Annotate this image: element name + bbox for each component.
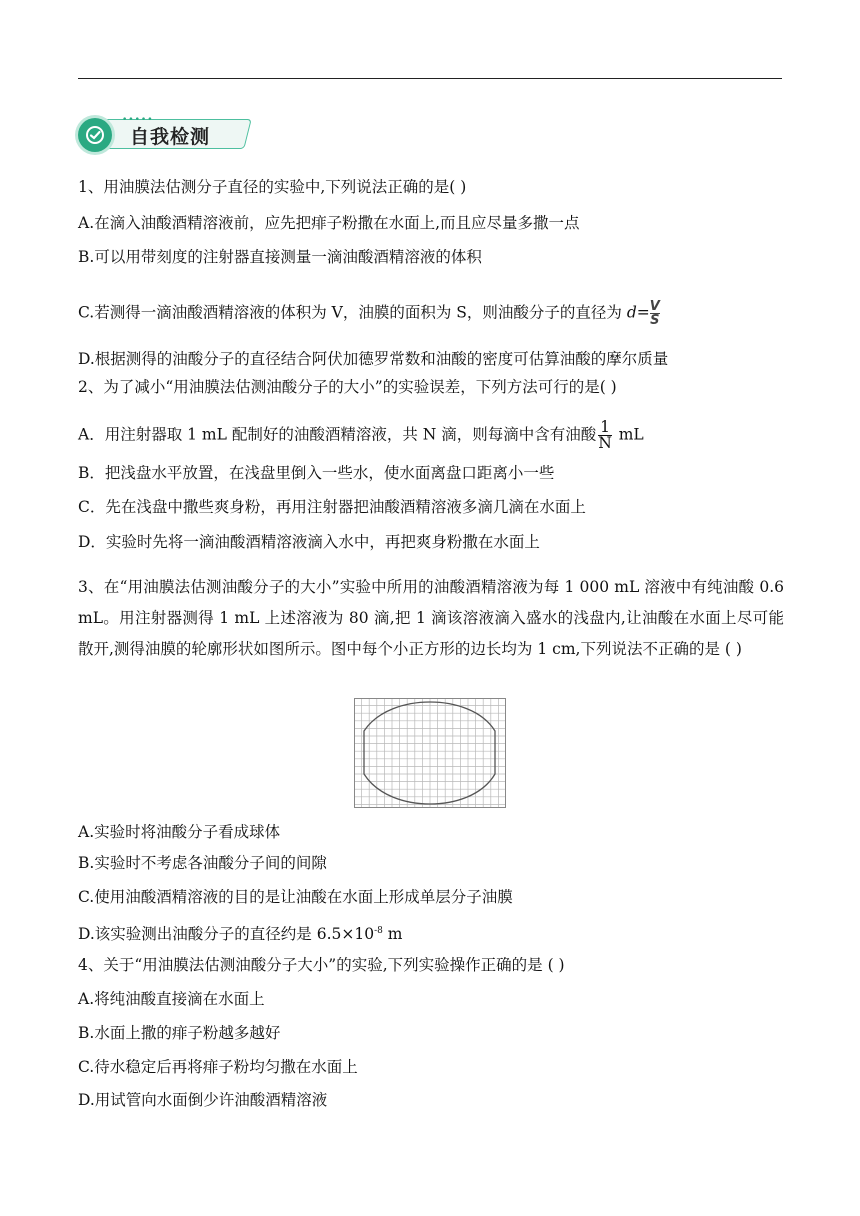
q2-option-a-text: A．用注射器取 1 mL 配制好的油酸酒精溶液，共 N 滴，则每滴中含有油酸: [78, 425, 597, 444]
q1-var-d: d: [626, 303, 637, 322]
section-badge: [78, 114, 248, 154]
header-rule: [78, 78, 782, 79]
q1-option-b: B.可以用带刻度的注射器直接测量一滴油酸酒精溶液的体积: [78, 248, 482, 266]
q1-stem: 1、用油膜法估测分子直径的实验中,下列说法正确的是( ): [78, 178, 467, 196]
q2-fraction-den: N: [598, 434, 612, 452]
q2-option-a: [78, 420, 644, 451]
q4-option-b: B.水面上撒的痱子粉越多越好: [78, 1024, 281, 1042]
badge-dots: •••••: [122, 115, 154, 125]
q1-equals: =: [636, 303, 650, 322]
q2-fraction: [598, 420, 612, 451]
q4-stem: 4、关于“用油膜法估测油酸分子大小”的实验,下列实验操作正确的是 ( ): [78, 956, 565, 974]
q1-fraction-den: S: [650, 313, 660, 328]
grid-diagram: [354, 698, 506, 808]
q3-unit: m: [382, 925, 403, 944]
q2-option-d: D．实验时先将一滴油酸酒精溶液滴入水中，再把爽身粉撒在水面上: [78, 533, 540, 551]
q4-option-a: A.将纯油酸直接滴在水面上: [78, 990, 265, 1008]
q2-option-b: B．把浅盘水平放置，在浅盘里倒入一些水，使水面离盘口距离小一些: [78, 464, 555, 482]
q3-option-a: A.实验时将油酸分子看成球体: [78, 823, 281, 841]
q4-option-d: D.用试管向水面倒少许油酸酒精溶液: [78, 1091, 328, 1109]
q3-exponent: -8: [374, 926, 383, 936]
q3-option-c: C.使用油酸酒精溶液的目的是让油酸在水面上形成单层分子油膜: [78, 888, 513, 906]
q1-option-a: A.在滴入油酸酒精溶液前，应先把痱子粉撒在水面上,而且应尽量多撒一点: [78, 214, 580, 232]
section-title: 自我检测: [130, 126, 211, 148]
q3-option-d-text: D.该实验测出油酸分子的直径约是 6.5×10: [78, 925, 375, 944]
q1-option-d: D.根据测得的油酸分子的直径结合阿伏加德罗常数和油酸的密度可估算油酸的摩尔质量: [78, 350, 669, 368]
q3-option-b: B.实验时不考虑各油酸分子间的间隙: [78, 854, 327, 872]
q1-option-c: [78, 300, 660, 327]
q1-fraction-num: V: [649, 299, 660, 314]
q4-option-c: C.待水稳定后再将痱子粉均匀撒在水面上: [78, 1058, 358, 1076]
q3-option-d: [78, 921, 403, 944]
q2-stem: 2、为了减小“用油膜法估测油酸分子的大小”的实验误差，下列方法可行的是( ): [78, 378, 617, 396]
q1-option-c-text: C.若测得一滴油酸酒精溶液的体积为 V，油膜的面积为 S，则油酸分子的直径为: [78, 303, 627, 322]
q2-fraction-num: 1: [600, 418, 610, 436]
q2-option-c: C．先在浅盘中撒些爽身粉，再用注射器把油酸酒精溶液多滴几滴在水面上: [78, 498, 586, 516]
check-icon: [78, 118, 112, 152]
oil-film-grid-figure: [354, 698, 506, 808]
q3-stem: 3、在“用油膜法估测油酸分子的大小”实验中所用的油酸酒精溶液为每 1 000 mL 溶液中有纯油酸 0.6 mL。用注射器测得 1 mL 上述溶液为 80 滴,把 1 滴该溶液滴入盛水的浅盘内,让油酸在水面上尽可能散开,测得油膜的轮廓形状如图所示。图中每个小正方形的边长均为 1 cm,下列说法不正确的是 ( ): [78, 578, 784, 658]
q2-unit: mL: [613, 425, 644, 444]
q1-fraction: [650, 300, 660, 327]
